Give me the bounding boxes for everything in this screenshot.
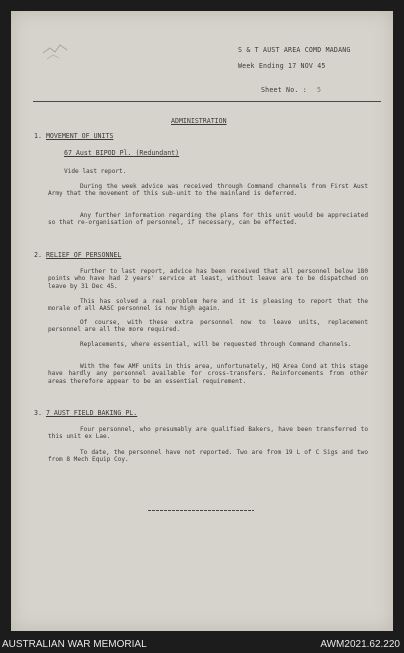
section-3-heading	[34, 410, 137, 417]
archive-footer	[0, 638, 404, 653]
footer-credit: AUSTRALIAN WAR MEMORIAL	[2, 639, 147, 650]
section-2-title: RELIEF OF PERSONNEL	[45, 251, 122, 259]
paragraph: Any further information regarding the plans for this unit would be appreciated so that re-organisation of personnel, if necessary, can be effected.	[48, 212, 368, 227]
paragraph: This has solved a real problem here and it is pleasing to report that the morale of all AASC personnel is now high again.	[48, 298, 368, 313]
paragraph: With the few AMF units in this area, unfortunately, HQ Area Cond at this stage have hardly any personnel available for cross-transfers. Reinforcements from other areas therefore appear to be an essential requirement.	[48, 363, 368, 385]
header-unit: S & T AUST AREA COMD MADANG	[238, 46, 351, 54]
paragraph: Of course, with these extra personnel now to leave units, replacement personnel are all the more required.	[48, 319, 368, 334]
section-1-heading	[34, 133, 113, 140]
section-2-heading	[34, 252, 121, 259]
section-3-title: 7 AUST FIELD BAKING PL.	[45, 409, 138, 417]
footer-accession: AWM2021.62.220	[320, 639, 400, 650]
header-sheet	[261, 87, 321, 94]
header-rule	[33, 101, 381, 102]
paragraph: To date, the personnel have not reported. Two are from 19 L of C Sigs and two from 8 Mech Equip Coy.	[48, 449, 368, 464]
paragraph: Replacements, where essential, will be requested through Command channels.	[80, 341, 352, 348]
end-rule	[148, 510, 254, 511]
paragraph: Further to last report, advice has been received that all personnel below 180 points who have had 2 years' service at least, without leave are to be dispatched on leave by 31 Dec 45.	[48, 268, 368, 290]
section-title: ADMINISTRATION	[171, 117, 227, 125]
paragraph: Four personnel, who presumably are qualified Bakers, have been transferred to this unit ex Lae.	[48, 426, 368, 441]
section-2-number: 2.	[34, 251, 42, 259]
paragraph: Vide last report.	[64, 168, 127, 175]
sheet-number: 5	[317, 86, 322, 94]
paper-crease-mark	[41, 39, 71, 65]
section-3-number: 3.	[34, 409, 42, 417]
section-1-title: MOVEMENT OF UNITS	[45, 132, 114, 140]
section-1-number: 1.	[34, 132, 42, 140]
document-page	[11, 11, 393, 631]
section-1-subtitle: 67 Aust BIPOD Pl. (Redundant)	[64, 149, 180, 157]
paragraph: During the week advice was received through Command channels from First Aust Army that the movement of this sub-unit to the mainland is deferred.	[48, 183, 368, 198]
header-week: Week Ending 17 NOV 45	[238, 62, 326, 70]
sheet-label: Sheet No. :	[261, 86, 307, 94]
